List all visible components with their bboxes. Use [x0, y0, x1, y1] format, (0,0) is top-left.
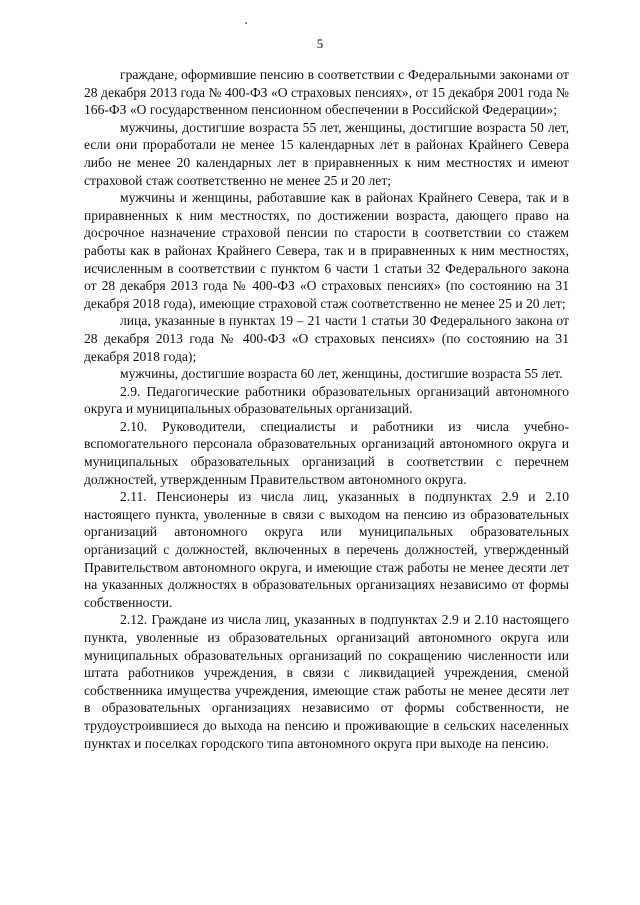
paragraph-2-11: 2.11. Пенсионеры из числа лиц, указанных в подпунктах 2.9 и 2.10 настоящего пункта, уволенные в связи с выходом на пенсию из образовательных организаций автономного округа или муниципальных образовательных организаций с должностей, включенных в перечень должностей, утвержденный Правительством автономного округа, и имеющие стаж работы не менее десяти лет на указанных должностях в образовательных организациях независимо от формы собственности.	[84, 489, 569, 610]
paragraph-pensioners-laws: граждане, оформившие пенсию в соответствии с Федеральными законами от 28 декабря 2013 года № 400-ФЗ «О страховых пенсиях», от 15 декабря 2001 года № 166-ФЗ «О государственном пенсионном обеспечении в Российской Федерации»;	[84, 67, 569, 118]
document-body	[84, 66, 569, 752]
paragraph-2-12: 2.12. Граждане из числа лиц, указанных в подпунктах 2.9 и 2.10 настоящего пункта, уволенные из образовательных организаций автономного округа или муниципальных образовательных организаций по сокращению численности или штата работников учреждения, в связи с ликвидацией учреждения, сменой собственника имущества учреждения, имеющие стаж работы не менее десяти лет в образовательных организациях независимо от формы собственности, не трудоустроившиеся до выхода на пенсию и проживающие в сельских населенных пунктах и поселках городского типа автономного округа при выходе на пенсию.	[84, 612, 569, 751]
paragraph-far-north-mixed: мужчины и женщины, работавшие как в районах Крайнего Севера, так и в приравненных к ним местностях, по достижении возраста, дающего право на досрочное назначение страховой пенсии по старости в соответствии со стажем работы как в районах Крайнего Севера, так и в приравненных к ним местностях, исчисленным в соответствии с пунктом 6 части 1 статьи 32 Федерального закона от 28 декабря 2013 года № 400-ФЗ «О страховых пенсиях» (по состоянию на 31 декабря 2018 года), имеющие страховой стаж соответственно не менее 25 и 20 лет;	[84, 190, 569, 311]
paragraph-2-9: 2.9. Педагогические работники образовательных организаций автономного округа и муниципальных образовательных организаций.	[84, 383, 569, 417]
page-number: 5	[316, 36, 324, 51]
paragraph-points-19-21: лица, указанные в пунктах 19 – 21 части 1 статьи 30 Федерального закона от 28 декабря 2013 года № 400-ФЗ «О страховых пенсиях» (по состоянию на 31 декабря 2018 года);	[84, 313, 569, 364]
paragraph-far-north-15-20: мужчины, достигшие возраста 55 лет, женщины, достигшие возраста 50 лет, если они проработали не менее 15 календарных лет в районах Крайнего Севера либо не менее 20 календарных лет в приравненных к ним местностях и имеют страховой стаж соответственно не менее 25 и 20 лет;	[84, 119, 569, 188]
paragraph-age-60-55: мужчины, достигшие возраста 60 лет, женщины, достигшие возраста 55 лет.	[120, 366, 563, 382]
scan-speck	[245, 22, 247, 24]
paragraph-2-10: 2.10. Руководители, специалисты и работники из числа учебно-вспомогательного персонала образовательных организаций автономного округа и муниципальных образовательных организаций в соответствии с перечнем должностей, утвержденным Правительством автономного округа.	[84, 418, 569, 487]
